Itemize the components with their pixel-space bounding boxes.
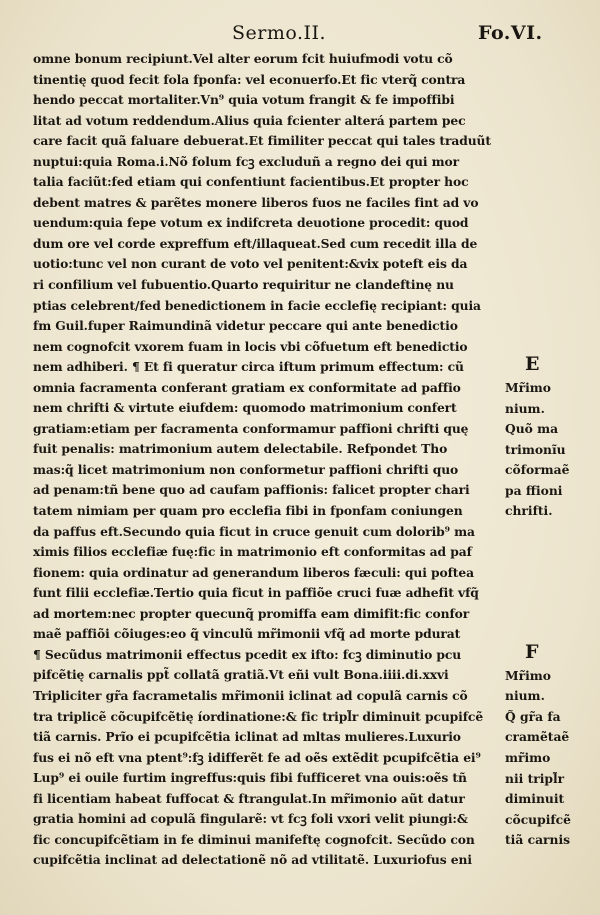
text-line: maẽ paffiõi cõiuges:eo q̃ vinculũ mr̃imonii vfq̃ ad morte pdurat bbox=[33, 626, 461, 642]
marginal-note: tiã carnis bbox=[505, 832, 571, 848]
text-line: debent matres & parẽtes monere liberos fuos ne faciles fint ad vo bbox=[33, 194, 479, 210]
marginal-note: cõcupifcẽ bbox=[505, 811, 571, 827]
text-line: tatem nimiam per quam pro ecclefia fibi in fponfam coniungen bbox=[33, 503, 463, 519]
marginal-note: cramẽtaẽ bbox=[505, 729, 570, 745]
text-line: nem cognofcit vxorem fuam in locis vbi cõfuetum eft benedictio bbox=[33, 338, 468, 354]
marginal-letter: F bbox=[525, 641, 539, 664]
text-line: care facit quã faluare debuerat.Et fimiliter peccat qui tales traduũt bbox=[33, 133, 491, 149]
marginal-note: pa ffioni bbox=[505, 482, 563, 498]
text-line: tinentię quod fecit fola fponfa: vel econuerfo.Et fic vterq̃ contra bbox=[33, 71, 466, 87]
text-line: fm Guil.fuper Raimundinã videtur peccare qui ante benedictio bbox=[33, 318, 458, 334]
text-line: ad mortem:nec propter quecunq̃ promiffa eam dimifit:fic confor bbox=[33, 605, 470, 621]
text-line: uotio:tunc vel non curant de voto vel penitent:&vix poteft eis da bbox=[33, 256, 468, 272]
text-line: gratia homini ad copulã fingularẽ: vt fcꝫ foli vxori velit piungi:& bbox=[33, 811, 468, 827]
text-line: ¶ Secũdus matrimonii effectus pcedit ex ifto: fcꝫ diminutio pcu bbox=[33, 646, 462, 662]
text-line: ximis filios ecclefiæ fuę:fic in matrimonio eft conformitas ad paf bbox=[33, 544, 472, 560]
text-line: fi licentiam habeat fuffocat & ftrangulat.In mr̃imonio aũt datur bbox=[33, 790, 465, 806]
text-line: da paffus eft.Secundo quia ficut in cruce genuit cum dolorib⁹ ma bbox=[33, 523, 475, 539]
text-line: fionem: quia ordinatur ad generandum liberos fæculi: qui poftea bbox=[33, 564, 474, 580]
text-line: Lup⁹ ei ouile furtim ingreffus:quis fibi fufficeret vna ouis:oẽs tñ bbox=[33, 770, 467, 786]
main-text-column bbox=[33, 49, 503, 871]
text-line: pifcẽtię carnalis ppt̃ collatã gratiã.Vt eñi vult Bona.iiii.di.xxvi bbox=[33, 667, 449, 683]
text-line: fic concupifcẽtiam in fe diminui manifeftę cognofcit. Secũdo con bbox=[33, 831, 475, 847]
text-line: fuit penalis: matrimonium autem delectabile. Refpondet Tho bbox=[33, 441, 448, 457]
marginal-note: diminuit bbox=[505, 791, 565, 807]
text-line: dum ore vel corde expreffum eft/illaqueat.Sed cum recedit illa de bbox=[33, 235, 478, 251]
text-line: mas:q̃ licet matrimonium non conformetur paffioni chrifti quo bbox=[33, 461, 459, 477]
text-line: ri confilium vel fubuentio.Quarto requiritur ne clandeftinę nu bbox=[33, 277, 454, 293]
text-line: fus ei nõ eft vna ptent⁹:fꝫ idifferẽt fe ad oẽs extẽdit pcupifcẽtia ei⁹ bbox=[33, 749, 481, 765]
sermon-heading: Sermo.II. bbox=[232, 22, 327, 44]
marginal-note: Quõ ma bbox=[505, 421, 559, 437]
marginal-note: chrifti. bbox=[505, 503, 553, 519]
text-line: ptias celebrent/fed benedictionem in facie ecclefię recipiant: quia bbox=[33, 297, 481, 313]
marginal-note: nii tripl̃r bbox=[505, 770, 565, 786]
text-line: gratiam:etiam per facramenta conformamur paffioni chrifti quę bbox=[33, 420, 469, 436]
text-line: funt filii ecclefiæ.Tertio quia ficut in paffiõe cruci fuæ adhefit vfq̃ bbox=[33, 585, 479, 601]
text-line: hendo peccat mortaliter.Vn⁹ quia votum frangit & fe impoffibi bbox=[33, 92, 455, 108]
marginal-note: Q̃ gr̃a fa bbox=[505, 708, 561, 724]
text-line: omnia facramenta conferant gratiam ex conformitate ad paffio bbox=[33, 379, 461, 395]
text-line: ad penam:tñ bene quo ad caufam paffionis: falicet propter chari bbox=[33, 482, 470, 498]
folio-number: Fo.VI. bbox=[478, 22, 543, 44]
text-line: nem chrifti & virtute eiufdem: quomodo matrimonium confert bbox=[33, 400, 457, 416]
text-line: tra triplicẽ cõcupifcẽtię íordinatione:& fic tripl̃r diminuit pcupifcẽ bbox=[33, 708, 484, 724]
running-header bbox=[0, 22, 600, 48]
text-line: tiã carnis. Prĩo ei pcupifcẽtia iclinat ad mltas mulieres.Luxurio bbox=[33, 729, 461, 745]
marginal-note: Mr̃imo bbox=[505, 379, 551, 395]
marginal-note: nium. bbox=[505, 688, 545, 704]
marginal-note: nium. bbox=[505, 400, 545, 416]
text-line: nem adhiberi. ¶ Et fi queratur circa iftum primum effectum: cũ bbox=[33, 359, 464, 375]
text-line: uendum:quia fepe votum ex indifcreta deuotione procedit: quod bbox=[33, 215, 469, 231]
marginal-letter: E bbox=[525, 353, 540, 376]
text-line: litat ad votum reddendum.Alius quia fcienter alterá partem pec bbox=[33, 112, 466, 128]
marginal-note: Mr̃imo bbox=[505, 667, 551, 683]
marginal-note: trimonĩu bbox=[505, 441, 566, 457]
marginal-note: mr̃imo bbox=[505, 750, 551, 766]
text-line: Tripliciter gr̃a facrametalis mr̃imonii iclinat ad copulã carnis cõ bbox=[33, 687, 468, 703]
text-line: talia faciũt:fed etiam qui confentiunt facientibus.Et propter hoc bbox=[33, 174, 469, 190]
text-line: cupifcẽtia inclinat ad delectationẽ nõ ad vtilitatẽ. Luxuriofus eni bbox=[33, 852, 472, 868]
marginal-note: cõformaẽ bbox=[505, 462, 570, 478]
text-line: omne bonum recipiunt.Vel alter eorum fcit huiufmodi votu cõ bbox=[33, 51, 453, 66]
text-line: nuptui:quia Roma.i.Nõ folum fcꝫ excluduñ a regno dei qui mor bbox=[33, 153, 460, 169]
